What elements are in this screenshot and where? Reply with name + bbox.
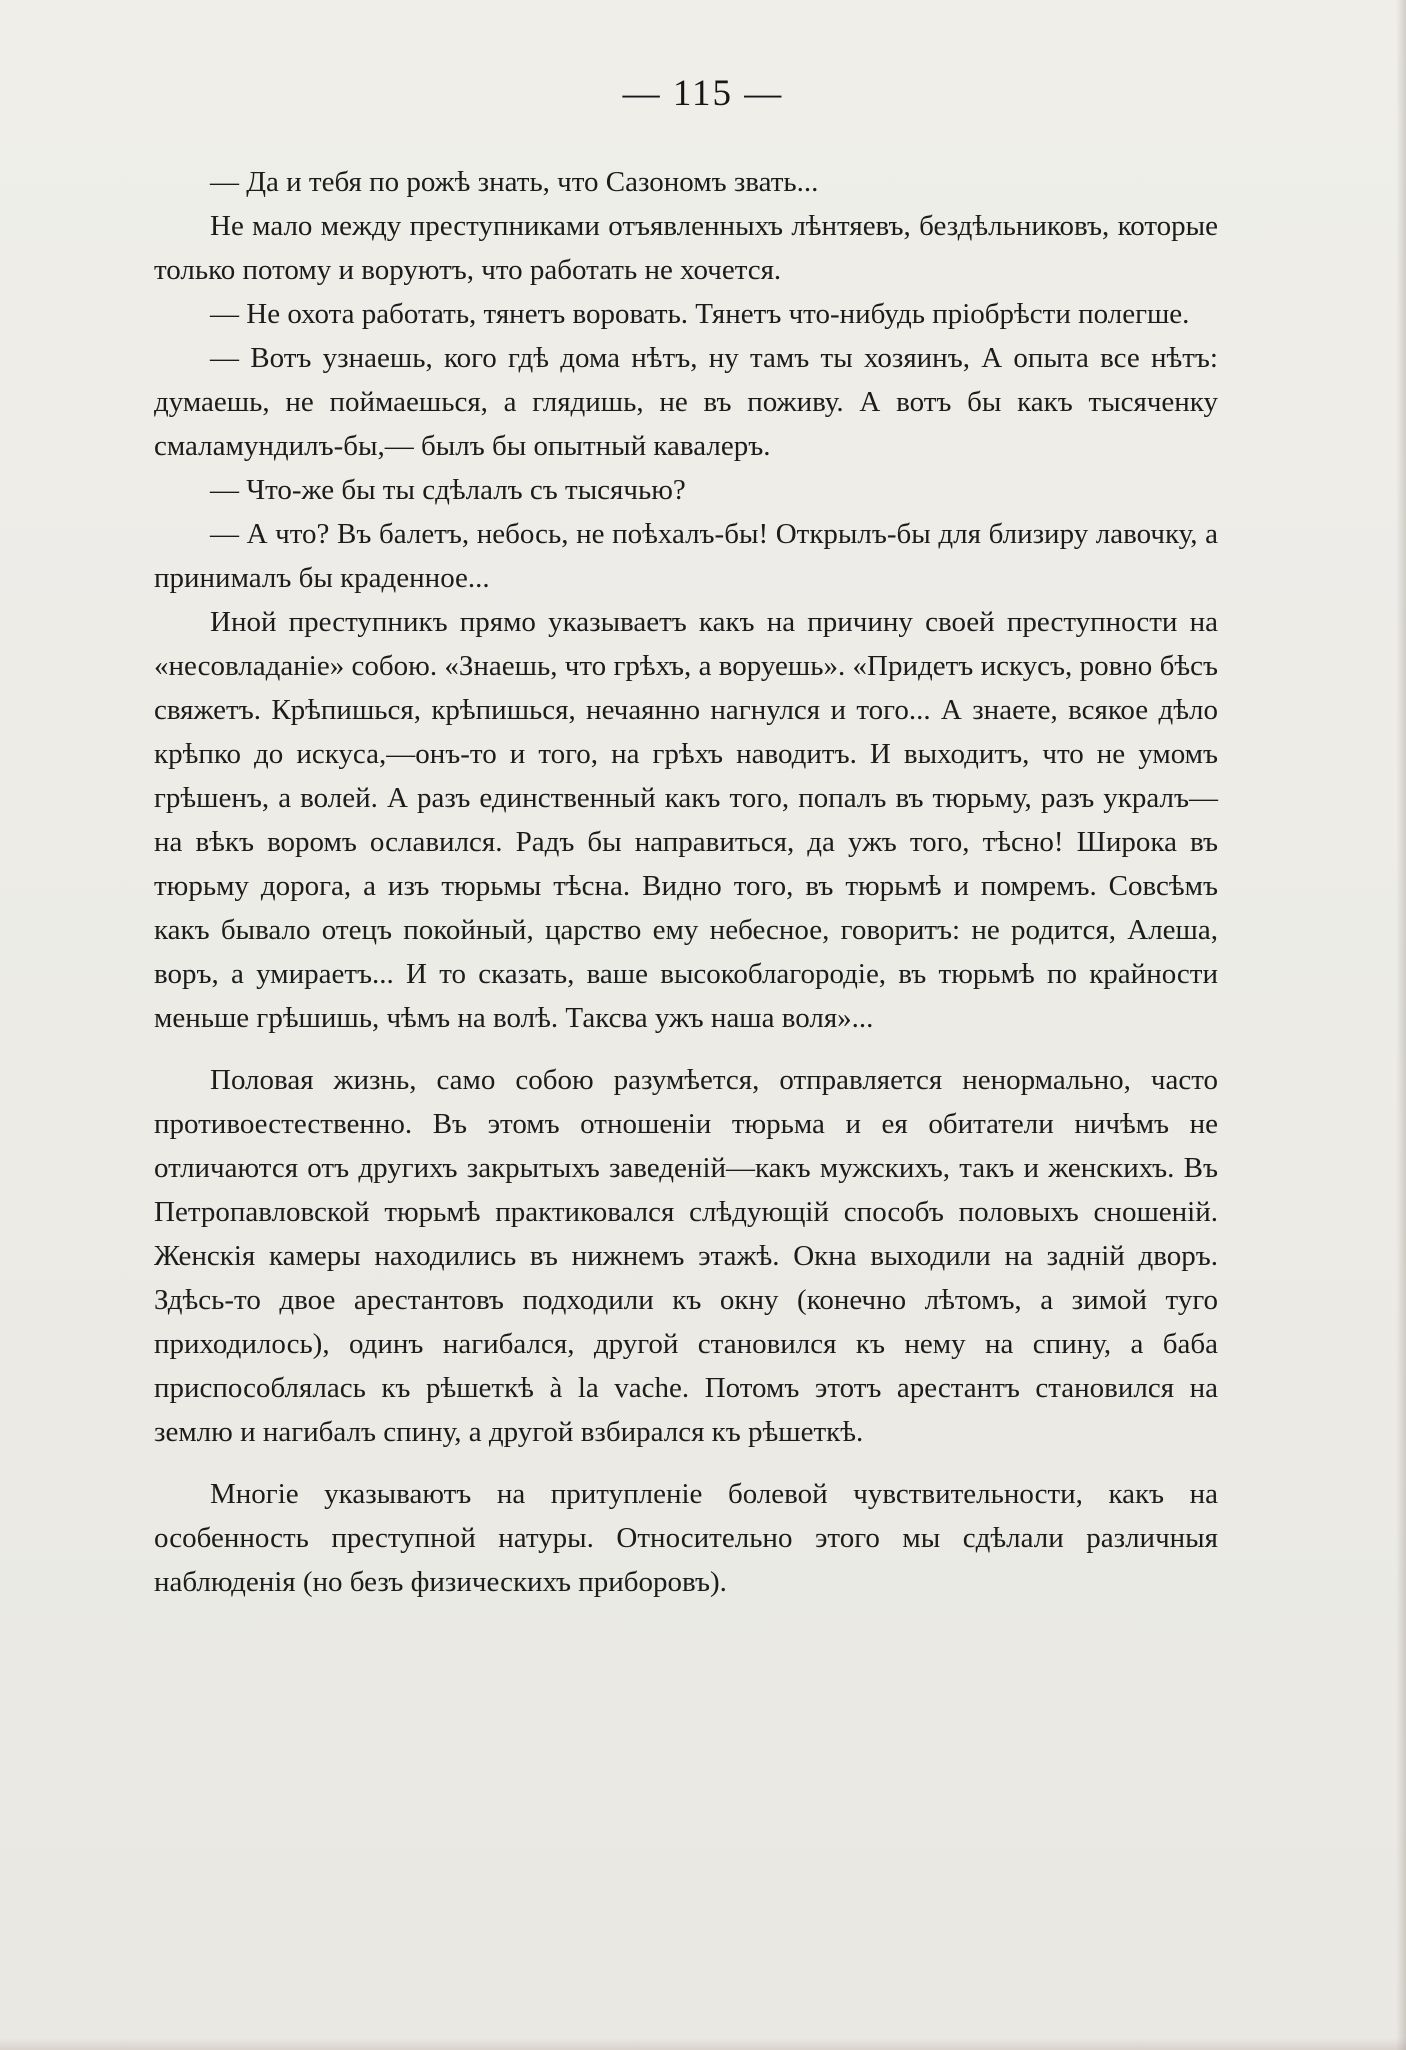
paragraph-pain-sensitivity: Многіе указываютъ на притупленіе болевой чувствительности, какъ на особенность преступной натуры. Относительно этого мы сдѣлали различныя наблюденія (но безъ физическихъ приборовъ). — [154, 1478, 1218, 1598]
paragraph-sexual-life: Половая жизнь, само собою разумѣется, отправляется ненормально, часто противоестественно. Въ этомъ отношеніи тюрьма и ея обитатели ничѣмъ не отличаются отъ другихъ закрытыхъ заведеній—какъ мужскихъ, такъ и женскихъ. Въ Петропавловской тюрьмѣ практиковался слѣдующій способъ половыхъ сношеній. Женскія камеры находились въ нижнемъ этажѣ. Окна выходили на задній дворъ. Здѣсь-то двое арестантовъ подходили къ окну (конечно лѣтомъ, а зимой туго приходилось), одинъ нагибался, другой становился къ нему на спину, а баба приспособлялась къ рѣшеткѣ à la vache. Потомъ этотъ арестантъ становился на землю и нагибалъ спину, а другой взбирался къ рѣшеткѣ. — [154, 1064, 1218, 1448]
paragraph-dialogue-1: — Да и тебя по рожѣ знать, что Сазономъ звать... — [210, 166, 819, 198]
page-edge-shadow-right — [1396, 0, 1406, 2050]
paragraph-temptation: Иной преступникъ прямо указываетъ какъ на причину своей преступности на «несовладаніе» собою. «Знаешь, что грѣхъ, а воруешь». «Придетъ искусъ, ровно бѣсъ свяжетъ. Крѣпишься, крѣпишься, нечаянно нагнулся и того... А знаете, всякое дѣло крѣпко до искуса,—онъ-то и того, на грѣхъ наводитъ. И выходитъ, что не умомъ грѣшенъ, а волей. А разъ единственный какъ того, попалъ въ тюрьму, разъ укралъ—на вѣкъ воромъ ославился. Радъ бы направиться, да ужъ того, тѣсно! Широка въ тюрьму дорога, а изъ тюрьмы тѣсна. Видно того, въ тюрьмѣ и помремъ. Совсѣмъ какъ бывало отецъ покойный, царство ему небесное, говоритъ: не родится, Алеша, воръ, а умираетъ... И то сказать, ваше высокоблагородіе, въ тюрьмѣ по крайности меньше грѣшишь, чѣмъ на волѣ. Таксва ужъ наша воля»... — [154, 606, 1218, 1034]
paragraph-dialogue-2: — Не охота работать, тянетъ воровать. Тянетъ что-нибудь пріобрѣсти полегше. — [210, 298, 1190, 330]
page-edge-shadow-bottom — [0, 2038, 1406, 2050]
page-number: — 115 — — [622, 73, 784, 114]
paragraph-dialogue-3: — Вотъ узнаешь, кого гдѣ дома нѣтъ, ну тамъ ты хозяинъ, А опыта все нѣтъ: думаешь, не поймаешься, а глядишь, не въ поживу. А вотъ бы какъ тысяченку смаламундилъ-бы,— былъ бы опытный кавалеръ. — [154, 342, 1218, 462]
paragraph-dialogue-4: — Что-же бы ты сдѣлалъ съ тысячью? — [210, 474, 686, 506]
paragraph-idlers: Не мало между преступниками отъявленныхъ лѣнтяевъ, бездѣльниковъ, которые только потому и воруютъ, что работать не хочется. — [154, 210, 1218, 286]
paragraph-dialogue-5: — А что? Въ балетъ, небось, не поѣхалъ-бы! Открылъ-бы для близиру лавочку, а принималъ бы краденное... — [154, 518, 1218, 594]
body-text — [154, 160, 1218, 1604]
